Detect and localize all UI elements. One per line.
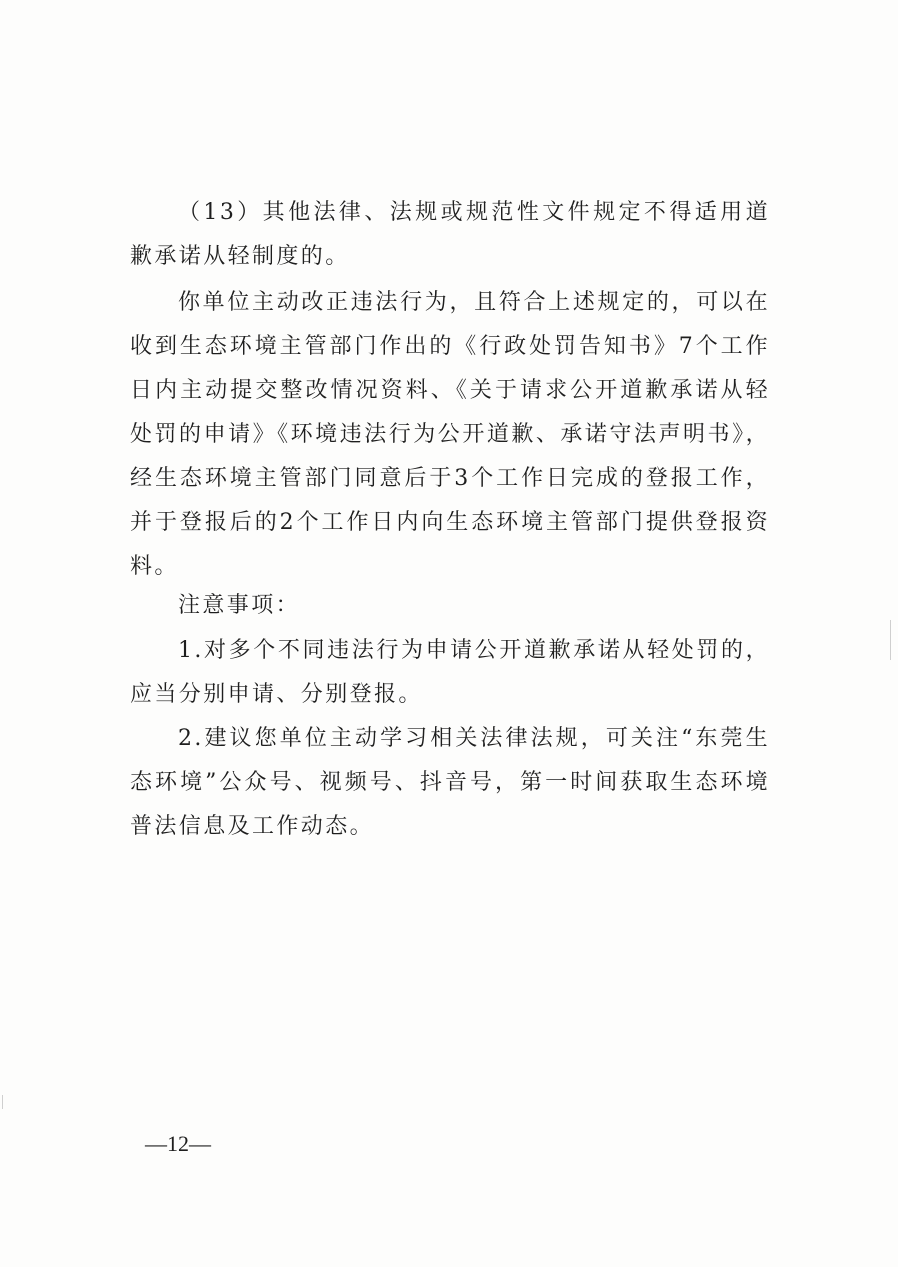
note-item-1: 1.对多个不同违法行为申请公开道歉承诺从轻处罚的，应当分别申请、分别登报。 <box>130 638 770 707</box>
page-number: —12— <box>145 1131 211 1156</box>
paragraph-item-13: （13）其他法律、法规或规范性文件规定不得适用道歉承诺从轻制度的。 <box>130 200 770 269</box>
note-item-2: 2.建议您单位主动学习相关法律法规，可关注“东莞生态环境”公众号、视频号、抖音号，第一时间获取生态环境普法信息及工作动态。 <box>130 726 770 839</box>
scan-edge-mark <box>2 1095 3 1109</box>
scan-edge-mark <box>890 620 891 660</box>
paragraph-correction-notice: 你单位主动改正违法行为，且符合上述规定的，可以在收到生态环境主管部门作出的《行政处罚告知书》7个工作日内主动提交整改情况资料、《关于请求公开道歉承诺从轻处罚的申请》《环境违法行为公开道歉、承诺守法声明书》，经生态环境主管部门同意后于3个工作日完成的登报工作，并于登报后的2个工作日内向生态环境主管部门提供登报资料。 <box>130 290 770 579</box>
notes-heading: 注意事项： <box>178 593 301 618</box>
